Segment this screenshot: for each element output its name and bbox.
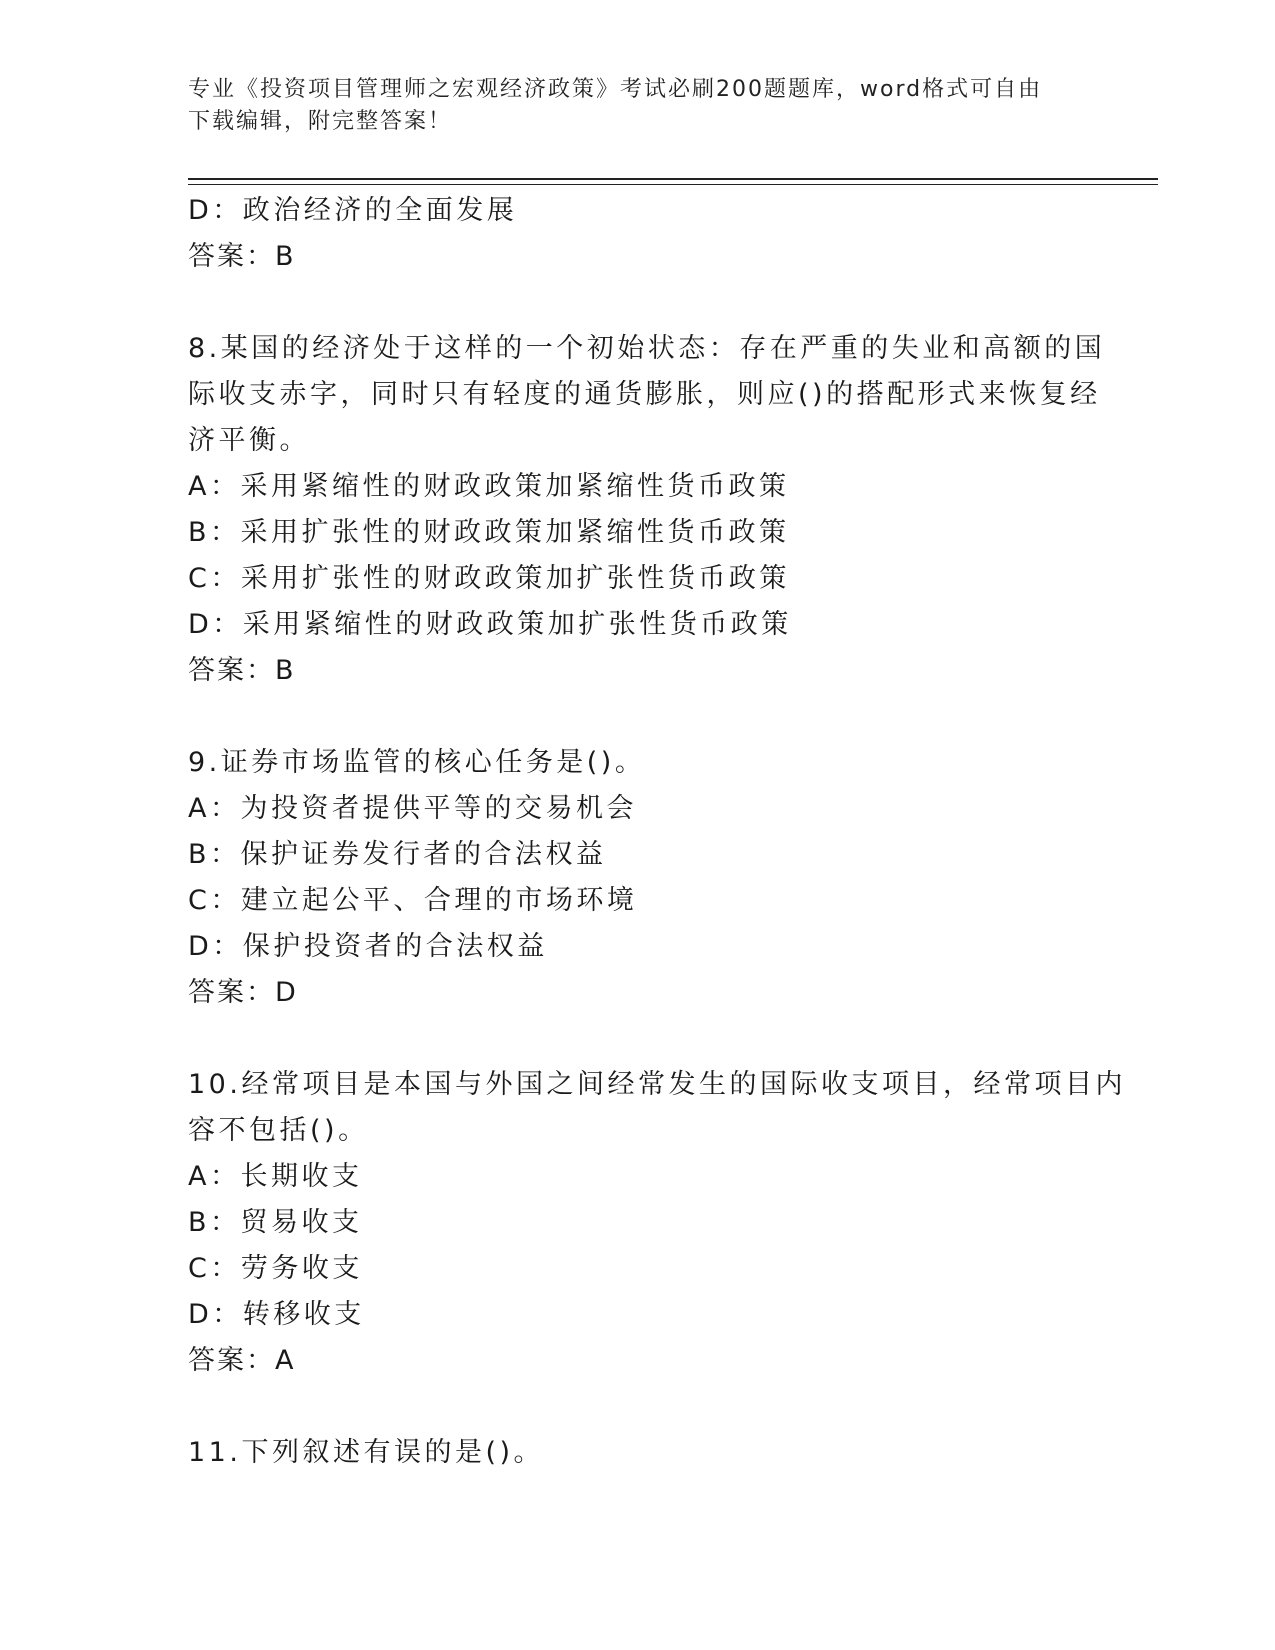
spacer bbox=[188, 1384, 1088, 1430]
option-b: B：保护证券发行者的合法权益 bbox=[188, 839, 607, 870]
header-line-1: 专业《投资项目管理师之宏观经济政策》考试必刷200题题库，word格式可自由 bbox=[188, 77, 1043, 102]
question-stem-line: 10.经常项目是本国与外国之间经常发生的国际收支项目，经常项目内 bbox=[188, 1069, 1126, 1100]
question-stem-line: 8.某国的经济处于这样的一个初始状态：存在严重的失业和高额的国 bbox=[188, 333, 1106, 364]
header-divider-thin bbox=[188, 184, 1158, 185]
question-stem-line: 9.证券市场监管的核心任务是()。 bbox=[188, 747, 646, 778]
question-stem-line: 际收支赤字，同时只有轻度的通货膨胀，则应()的搭配形式来恢复经 bbox=[188, 379, 1101, 410]
option-c: C：建立起公平、合理的市场环境 bbox=[188, 885, 638, 916]
question-8 bbox=[188, 326, 1106, 694]
option-b: B：贸易收支 bbox=[188, 1207, 363, 1238]
answer-line: 答案：B bbox=[188, 655, 296, 686]
spacer bbox=[188, 1016, 1088, 1062]
question-10 bbox=[188, 1062, 1126, 1384]
question-stem-line: 11.下列叙述有误的是()。 bbox=[188, 1437, 545, 1468]
document-body bbox=[188, 188, 1126, 1476]
answer-line: 答案：B bbox=[188, 241, 296, 272]
document-header bbox=[188, 74, 1068, 138]
option-c: C：采用扩张性的财政政策加扩张性货币政策 bbox=[188, 563, 790, 594]
question-9 bbox=[188, 740, 1088, 1016]
question-11 bbox=[188, 1430, 1088, 1476]
option-b: B：采用扩张性的财政政策加紧缩性货币政策 bbox=[188, 517, 790, 548]
option-a: A：长期收支 bbox=[188, 1161, 363, 1192]
option-d: D：采用紧缩性的财政政策加扩张性货币政策 bbox=[188, 609, 792, 640]
header-line-2: 下载编辑，附完整答案！ bbox=[188, 109, 453, 134]
spacer bbox=[188, 694, 1088, 740]
option-d: D：保护投资者的合法权益 bbox=[188, 931, 548, 962]
option-a: A：为投资者提供平等的交易机会 bbox=[188, 793, 637, 824]
header-divider-thick bbox=[188, 178, 1158, 180]
option-d: D：转移收支 bbox=[188, 1299, 365, 1330]
question-stem-line: 容不包括()。 bbox=[188, 1115, 369, 1146]
answer-line: 答案：A bbox=[188, 1345, 296, 1376]
question-stem-line: 济平衡。 bbox=[188, 425, 310, 456]
prev-question-block bbox=[188, 188, 1088, 280]
spacer bbox=[188, 280, 1088, 326]
option-c: C：劳务收支 bbox=[188, 1253, 363, 1284]
option-d: D：政治经济的全面发展 bbox=[188, 195, 518, 226]
answer-line: 答案：D bbox=[188, 977, 298, 1008]
option-a: A：采用紧缩性的财政政策加紧缩性货币政策 bbox=[188, 471, 790, 502]
